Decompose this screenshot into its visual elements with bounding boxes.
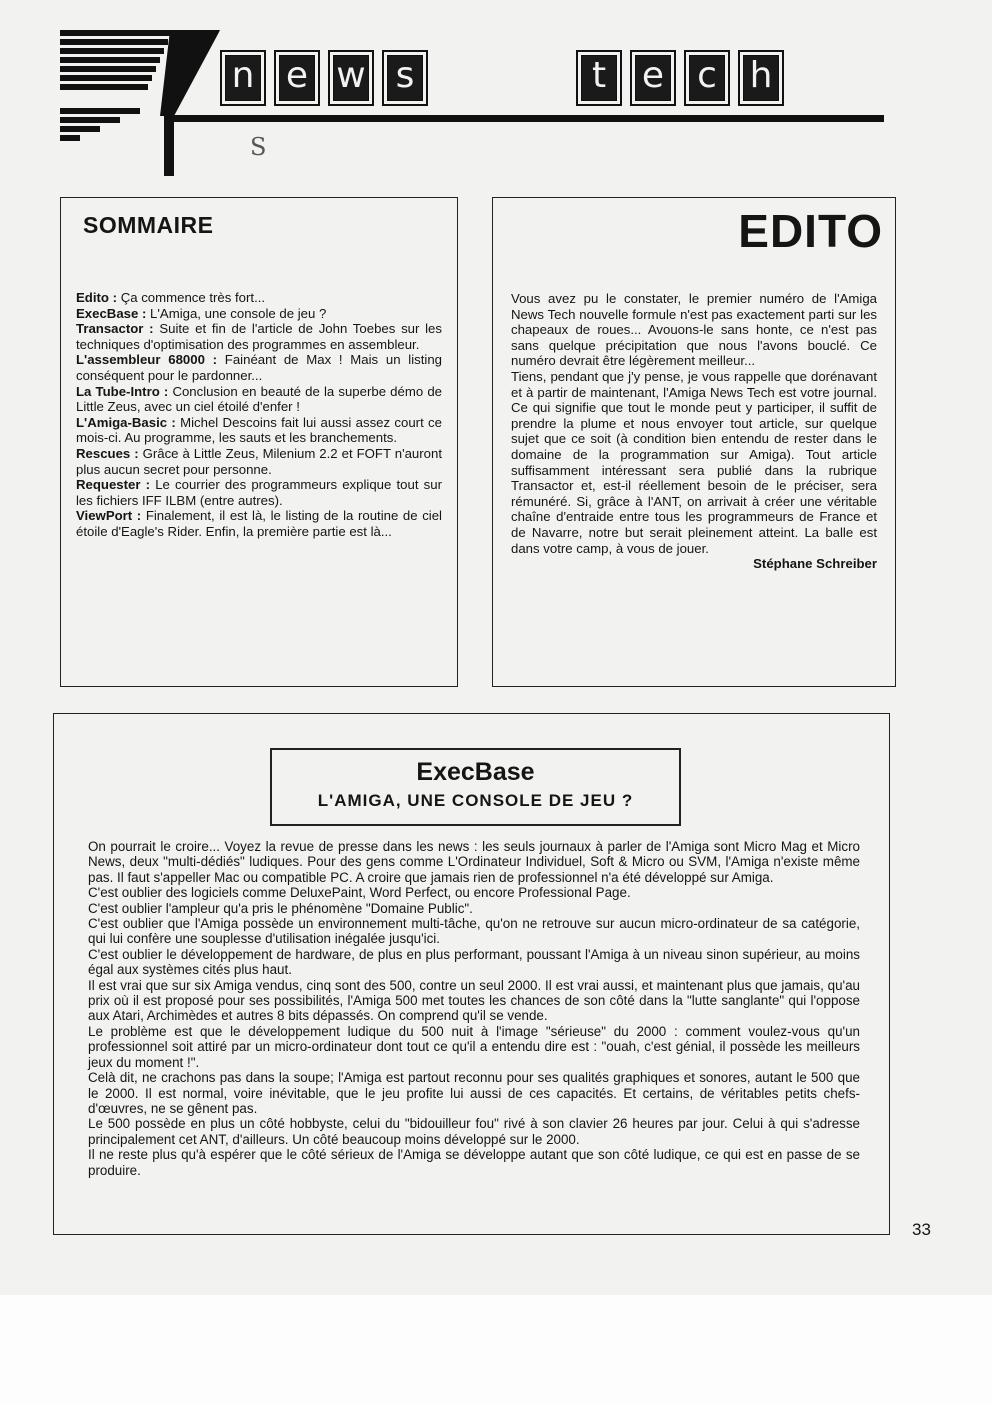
tile-letter: t: [576, 50, 622, 106]
sommaire-entry: Requester : Le courrier des programmeurs explique tout sur les fichiers IFF ILBM (entre autres).: [76, 477, 442, 508]
edito-box: [492, 197, 896, 687]
edito-title: EDITO: [738, 205, 883, 257]
tile-letter: e: [630, 50, 676, 106]
execbase-title-box: [270, 748, 681, 826]
sommaire-entry: La Tube-Intro : Conclusion en beauté de la superbe démo de Little Zeus, avec un ciel étoilé d'enfer !: [76, 383, 442, 415]
tile-letter: e: [274, 50, 320, 106]
sommaire-entry: Edito : Ça commence très fort...: [76, 290, 266, 305]
article-paragraph: C'est oublier l'ampleur qu'a pris le phénomène "Domaine Public".: [88, 900, 473, 916]
edito-text: [511, 291, 877, 572]
sommaire-list: [76, 290, 442, 540]
sommaire-entry: L'assembleur 68000 : Fainéant de Max ! Mais un listing conséquent pour le pardonner...: [76, 352, 442, 383]
tile-letter: h: [738, 50, 784, 106]
sommaire-entry: ExecBase : L'Amiga, une console de jeu ?: [76, 305, 327, 321]
pencil-mark: S: [250, 133, 267, 161]
article-paragraph: Celà dit, ne crachons pas dans la soupe; l'Amiga est partout reconnu pour ses qualités graphiques et sonores, autant le 500 que le 2000. Il est normal, voire inévitable, que le jeu profite lui aussi de ces capacités. Et certains, de véritables petits chefs-d'œuvres, ne se gênent pas.: [88, 1070, 860, 1116]
tile-letter: s: [382, 50, 428, 106]
article-paragraph: Il est vrai que sur six Amiga vendus, cinq sont des 500, contre un seul 2000. Il est vrai aussi, et maintenant plus que jamais, qu'au prix où il est proposé pour ses possibilités, l'Amiga 500 met toutes les chances de son côté dans la "lutte sanglante" qui l'oppose aux Atari, Archimèdes et autres 8 bits dépassés. On comprend qu'il se vende.: [88, 977, 860, 1024]
edito-paragraph: Vous avez pu le constater, le premier numéro de l'Amiga News Tech nouvelle formule n'est pas exactement parti sur les chapeaux de roues... Avouons-le sans honte, ce n'est pas sans quelque précipitation que nous l'avons bouclé. Ce numéro devrait être légèrement meilleur...: [511, 291, 877, 369]
tile-letter: c: [684, 50, 730, 106]
article-paragraph: C'est oublier des logiciels comme DeluxePaint, Word Perfect, ou encore Professional Page.: [88, 885, 631, 901]
execbase-article: [88, 839, 860, 1178]
article-paragraph: Il ne reste plus qu'à espérer que le côté sérieux de l'Amiga se développe autant que son côté ludique, ce qui est en passe de se produire.: [88, 1147, 860, 1178]
page-margin-bottom: [0, 1295, 992, 1403]
tile-letter: n: [220, 50, 266, 106]
sommaire-entry: Transactor : Suite et fin de l'article de John Toebes sur les techniques d'optimisation des programmes en assembleur.: [76, 321, 442, 352]
edito-paragraph: Tiens, pendant que j'y pense, je vous rappelle que dorénavant et à partir de maintenant, l'Amiga News Tech est votre journal. Ce qui signifie que tout le monde peut y participer, il suffit de prendre la plume et nous envoyer tout article, sur quelque sujet que ce soit (à condition bien entendu de rester dans le domaine de la programmation sur Amiga). Tout article suffisamment intéressant sera publié dans la rubrique Transactor et, est-il réellement besoin de le préciser, sera rémunéré. Si, grâce à l'ANT, on arrivait à créer une véritable chaîne d'entraide entre tous les programmeurs de France et de Navarre, notre but serait pleinement atteint. La balle est dans votre camp, à vous de jouer.: [511, 368, 877, 556]
page-number: 33: [912, 1220, 931, 1239]
edito-signature: Stéphane Schreiber: [753, 556, 877, 572]
execbase-box: [53, 713, 890, 1235]
article-paragraph: C'est oublier que l'Amiga possède un environnement multi-tâche, qu'on ne retrouve sur aucun micro-ordinateur de sa catégorie, qui lui confère une souplesse d'utilisation inégalée jusqu'ici.: [88, 916, 860, 947]
sommaire-entry: Rescues : Grâce à Little Zeus, Milenium 2.2 et FOFT n'auront plus aucun secret pour personne.: [76, 445, 442, 477]
article-paragraph: Le 500 possède en plus un côté hobbyste, celui du "bidouilleur fou" rivé à son clavier 26 heures par jour. Celui à qui s'adresse principalement cet ANT, d'ailleurs. Un côté beaucoup moins développé sur le 2000.: [88, 1116, 860, 1147]
sommaire-title: SOMMAIRE: [83, 212, 214, 238]
article-paragraph: C'est oublier le développement de hardware, de plus en plus performant, poussant l'Amiga à un niveau sinon supérieur, au moins égal aux systèmes cités plus haut.: [88, 946, 860, 978]
execbase-subtitle: L'AMIGA, UNE CONSOLE DE JEU ?: [317, 791, 634, 810]
masthead-rule: [168, 115, 884, 122]
execbase-title: ExecBase: [416, 758, 535, 786]
sommaire-box: [60, 197, 458, 687]
sommaire-entry: L'Amiga-Basic : Michel Descoins fait lui aussi assez court ce mois-ci. Au programme, les sauts et les branchements.: [76, 414, 442, 446]
masthead-four-glyph: [60, 26, 230, 186]
sommaire-entry: ViewPort : Finalement, il est là, le listing de la routine de ciel étoile d'Eagle's Rider. Enfin, la première partie est là...: [76, 508, 442, 539]
tile-letter: w: [328, 50, 374, 106]
article-paragraph: On pourrait le croire... Voyez la revue de presse dans les news : les seuls journaux à parler de l'Amiga sont Micro Mag et Micro News, deux "multi-dédiés" ludiques. Pour des gens comme L'Ordinateur Individuel, Soft & Micro ou SVM, l'Amiga n'existe même pas. Il faut s'appeller Mac ou compatible PC. A croire que jamais rien de professionnel n'a été développé sur Amiga.: [88, 839, 860, 885]
article-paragraph: Le problème est que le développement ludique du 500 nuit à l'image "sérieuse" du 2000 : comment voulez-vous qu'un professionnel soit attiré par un micro-ordinateur dont tout ce qu'il a entendu dire est : "ouah, c'est génial, il possède les meilleurs jeux du moment !".: [88, 1023, 860, 1070]
